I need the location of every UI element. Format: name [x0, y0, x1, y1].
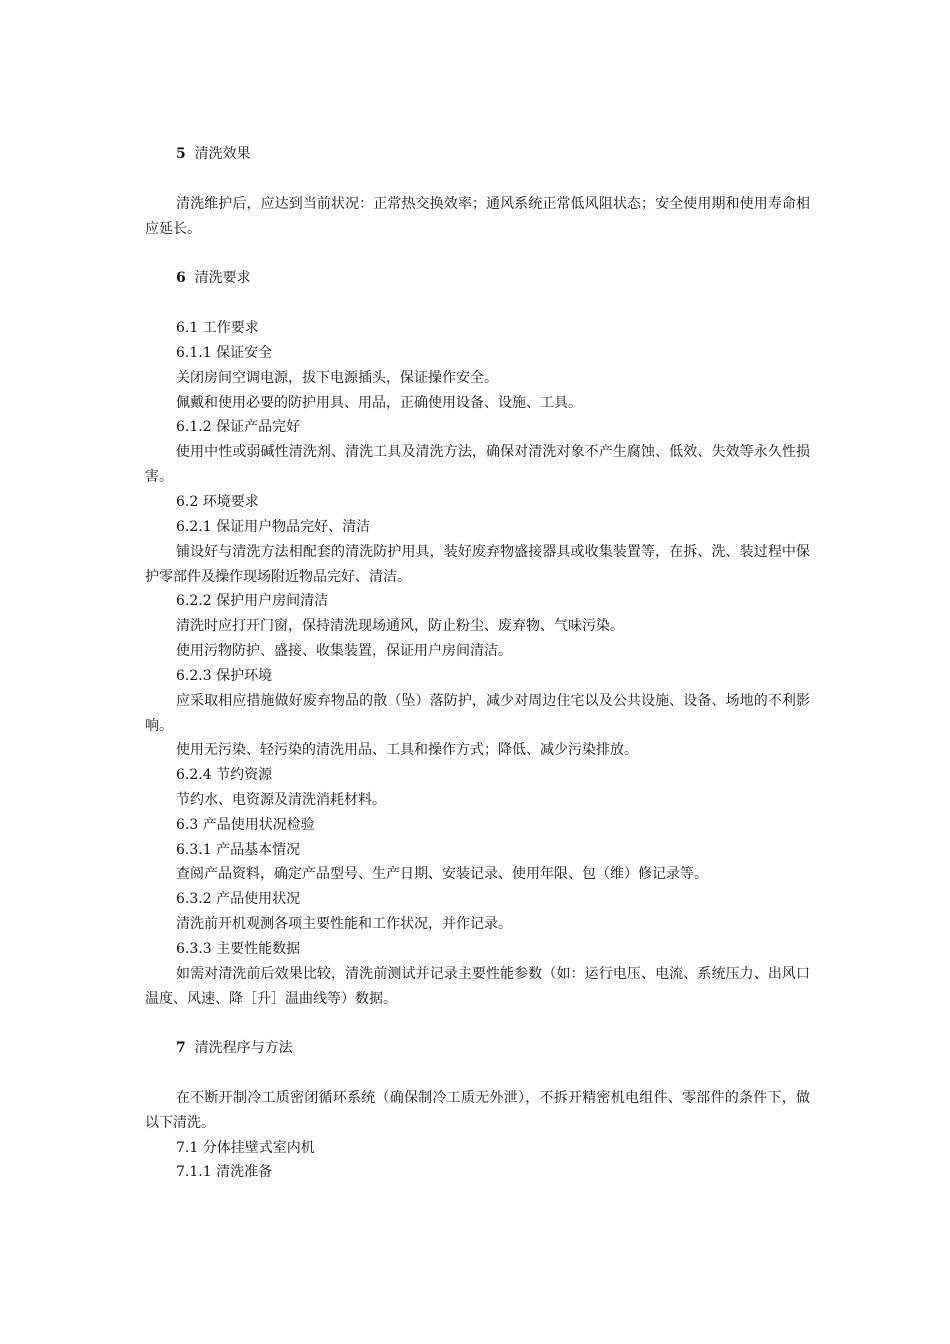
paragraph: 节约水、电资源及清洗消耗材料。: [176, 792, 386, 808]
subsection-heading: 6.1.2 保证产品完好: [176, 419, 301, 435]
section-6-heading: [176, 266, 841, 291]
subsection-heading: 6.1.1 保证安全: [176, 345, 273, 361]
section-5-heading: [176, 142, 841, 167]
subsection-heading: 6.3.3 主要性能数据: [176, 941, 301, 957]
section-7-heading: [176, 1036, 841, 1061]
subsection-heading: 7.1 分体挂壁式室内机: [176, 1140, 315, 1156]
paragraph: 清洗时应打开门窗，保持清洗现场通风，防止粉尘、废弃物、气味污染。: [176, 618, 624, 634]
subsection-heading: 6.2 环境要求: [176, 494, 259, 510]
paragraph: 清洗前开机观测各项主要性能和工作状况，并作记录。: [176, 916, 512, 932]
subsection-heading: 6.2.3 保护环境: [176, 668, 273, 684]
section-5-paragraph: 清洗维护后，应达到当前状况：正常热交换效率；通风系统正常低风阻状态；安全使用期和使用寿命相应延长。: [145, 196, 810, 237]
subsection-heading: 6.3.2 产品使用状况: [176, 891, 301, 907]
subsection-heading: 6.1 工作要求: [176, 320, 259, 336]
section-number: 6: [176, 270, 186, 286]
section-title: 清洗要求: [194, 270, 251, 286]
paragraph: 如需对清洗前后效果比较，清洗前测试并记录主要性能参数（如：运行电压、电流、系统压力、出风口温度、风速、降［升］温曲线等）数据。: [145, 966, 810, 1007]
subsection-heading: 7.1.1 清洗准备: [176, 1164, 273, 1180]
subsection-heading: 6.3.1 产品基本情况: [176, 842, 301, 858]
subsection-heading: 6.3 产品使用状况检验: [176, 817, 315, 833]
section-7-paragraph: 在不断开制冷工质密闭循环系统（确保制冷工质无外泄），不拆开精密机电组件、零部件的条件下，做以下清洗。: [145, 1090, 810, 1131]
section-number: 7: [176, 1040, 186, 1056]
paragraph: 铺设好与清洗方法相配套的清洗防护用具，装好废弃物盛接器具或收集装置等，在拆、洗、装过程中保护零部件及操作现场附近物品完好、清洁。: [145, 544, 810, 585]
paragraph: 应采取相应措施做好废弃物品的散（坠）落防护，减少对周边住宅以及公共设施、设备、场地的不利影响。: [145, 693, 810, 734]
paragraph: 关闭房间空调电源，拔下电源插头，保证操作安全。: [176, 370, 498, 386]
paragraph: 佩戴和使用必要的防护用具、用品，正确使用设备、设施、工具。: [176, 395, 582, 411]
subsection-heading: 6.2.4 节约资源: [176, 767, 273, 783]
subsection-heading: 6.2.2 保护用户房间清洁: [176, 593, 329, 609]
paragraph: 查阅产品资料，确定产品型号、生产日期、安装记录、使用年限、包（维）修记录等。: [176, 866, 708, 882]
section-number: 5: [176, 146, 186, 162]
paragraph: 使用中性或弱碱性清洗剂、清洗工具及清洗方法，确保对清洗对象不产生腐蚀、低效、失效等永久性损害。: [145, 444, 810, 485]
subsection-heading: 6.2.1 保证用户物品完好、清洁: [176, 519, 371, 535]
paragraph: 使用无污染、轻污染的清洗用品、工具和操作方式；降低、减少污染排放。: [176, 742, 638, 758]
section-title: 清洗程序与方法: [194, 1040, 293, 1056]
paragraph: 使用污物防护、盛接、收集装置，保证用户房间清洁。: [176, 643, 512, 659]
section-title: 清洗效果: [194, 146, 251, 162]
